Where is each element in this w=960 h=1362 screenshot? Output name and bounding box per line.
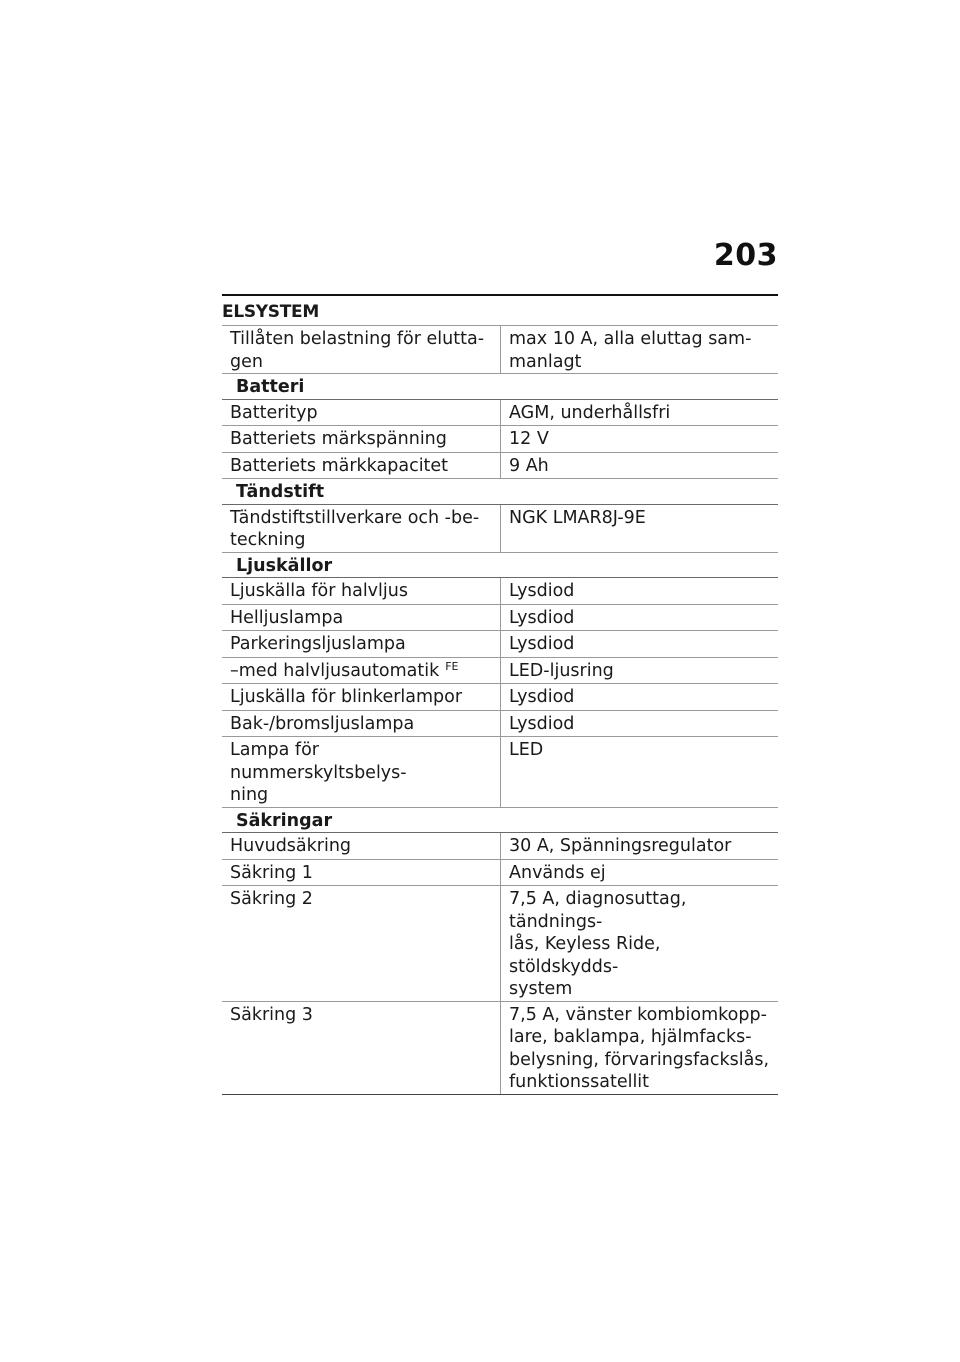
spec-value	[501, 578, 779, 605]
spec-label	[222, 886, 501, 1002]
group-header-row	[222, 552, 778, 578]
table-row	[222, 399, 778, 426]
label-line: Parkeringsljuslampa	[230, 634, 406, 654]
label-line: –med halvljusautomatik	[230, 660, 440, 681]
value-line: funktionssatellit	[509, 1072, 650, 1092]
spec-label	[222, 504, 501, 552]
table-row	[222, 1001, 778, 1094]
spec-label	[222, 426, 501, 453]
spec-value	[501, 452, 779, 479]
spec-label	[222, 657, 501, 684]
section-divider	[222, 294, 778, 296]
table-row	[222, 737, 778, 808]
page-number: 203	[713, 238, 778, 273]
table-row	[222, 657, 778, 684]
spec-value	[501, 684, 779, 711]
spec-value	[501, 737, 779, 808]
spec-value	[501, 631, 779, 658]
spec-label	[222, 710, 501, 737]
spec-label	[222, 399, 501, 426]
value-line: Lysdiod	[509, 687, 575, 707]
spec-value	[501, 859, 779, 886]
label-line: Ljuskälla för blinkerlampor	[230, 687, 463, 707]
value-line: Används ej	[509, 862, 606, 883]
table-row	[222, 833, 778, 860]
label-line: Ljuskälla för halvljus	[230, 581, 408, 601]
spec-value	[501, 326, 779, 374]
table-row	[222, 684, 778, 711]
label-line: Tillåten belastning för elutta-	[230, 329, 485, 349]
value-line: AGM, underhållsfri	[509, 402, 671, 423]
value-line: lås, Keyless Ride, stöldskydds-	[509, 934, 661, 977]
variant-superscript: FE	[445, 659, 459, 673]
spec-label	[222, 631, 501, 658]
value-line: system	[509, 979, 573, 999]
value-line: Lysdiod	[509, 713, 575, 734]
spec-label	[222, 578, 501, 605]
value-line: Lysdiod	[509, 581, 575, 601]
table-row	[222, 604, 778, 631]
value-line: NGK LMAR8J-9E	[509, 507, 646, 528]
value-line: belysning, förvaringsfackslås,	[509, 1049, 770, 1070]
label-line: ning	[230, 785, 269, 805]
table-row	[222, 504, 778, 552]
value-line: LED	[509, 740, 544, 760]
group-title: Ljuskällor	[222, 552, 778, 578]
spec-label	[222, 604, 501, 631]
value-line: 9 Ah	[509, 455, 549, 476]
table-row	[222, 578, 778, 605]
label-line: Huvudsäkring	[230, 836, 352, 856]
label-line: gen	[230, 351, 263, 372]
value-line: 12 V	[509, 429, 549, 449]
value-line: 30 A, Spänningsregulator	[509, 836, 732, 856]
spec-label	[222, 1001, 501, 1094]
table-row	[222, 452, 778, 479]
label-line: Säkring 3	[230, 1004, 313, 1025]
table-row	[222, 859, 778, 886]
label-line: Batterityp	[230, 402, 318, 423]
label-line: Lampa för nummerskyltsbelys-	[230, 740, 407, 783]
spec-label	[222, 684, 501, 711]
group-header-row	[222, 479, 778, 505]
spec-value	[501, 604, 779, 631]
spec-label	[222, 833, 501, 860]
label-line: Säkring 1	[230, 862, 313, 883]
spec-value	[501, 399, 779, 426]
label-line: Säkring 2	[230, 889, 313, 909]
label-line: Helljuslampa	[230, 607, 344, 628]
label-line: teckning	[230, 530, 306, 550]
table-row	[222, 631, 778, 658]
group-title: Batteri	[222, 374, 778, 400]
spec-value	[501, 833, 779, 860]
label-line: Batteriets märkkapacitet	[230, 455, 449, 476]
spec-value	[501, 504, 779, 552]
spec-value	[501, 1001, 779, 1094]
label-line: Bak-/bromsljuslampa	[230, 713, 415, 734]
group-header-row	[222, 374, 778, 400]
spec-value	[501, 657, 779, 684]
section-title: ELSYSTEM	[222, 302, 319, 322]
label-line: Tändstiftstillverkare och -be-	[230, 507, 480, 528]
spec-value	[501, 710, 779, 737]
value-line: 7,5 A, diagnosuttag, tändnings-	[509, 889, 687, 932]
table-row	[222, 426, 778, 453]
group-header-row	[222, 807, 778, 833]
spec-table	[222, 325, 778, 1095]
spec-value	[501, 886, 779, 1002]
value-line: max 10 A, alla eluttag sam-	[509, 329, 752, 349]
spec-label	[222, 452, 501, 479]
elsystem-section	[222, 294, 778, 1095]
value-line: 7,5 A, vänster kombiomkopp-	[509, 1004, 767, 1025]
value-line: manlagt	[509, 351, 582, 372]
table-row	[222, 326, 778, 374]
spec-label	[222, 737, 501, 808]
spec-value	[501, 426, 779, 453]
spec-label	[222, 326, 501, 374]
value-line: Lysdiod	[509, 634, 575, 654]
spec-label	[222, 859, 501, 886]
value-line: lare, baklampa, hjälmfacks-	[509, 1027, 752, 1047]
table-row	[222, 886, 778, 1002]
group-title: Tändstift	[222, 479, 778, 505]
value-line: Lysdiod	[509, 607, 575, 628]
value-line: LED-ljusring	[509, 660, 614, 681]
table-row	[222, 710, 778, 737]
group-title: Säkringar	[222, 807, 778, 833]
label-line: Batteriets märkspänning	[230, 429, 447, 449]
